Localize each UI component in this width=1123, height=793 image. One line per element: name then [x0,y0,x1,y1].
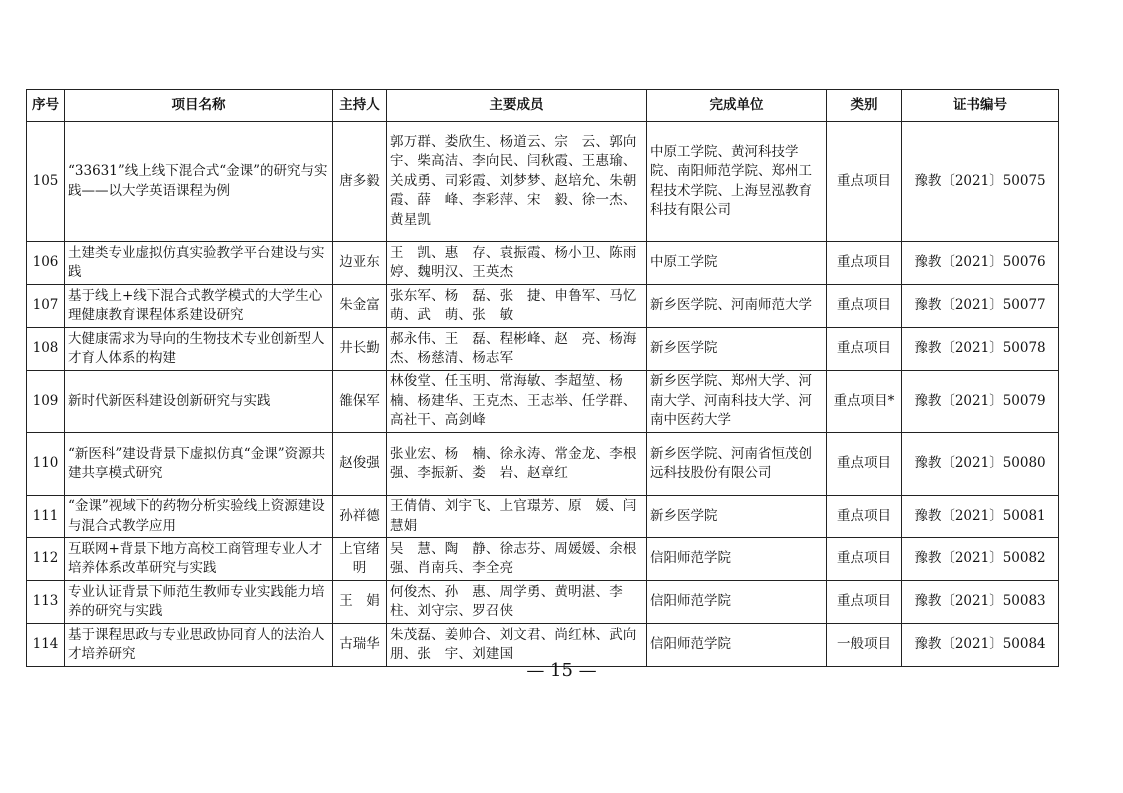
table-row [27,242,1059,285]
table-row [27,328,1059,371]
cell-category: 重点项目 [827,285,902,328]
cell-host: 王 娟 [333,581,387,624]
cell-unit: 新乡医学院、河南师范大学 [647,285,827,328]
cell-project-name: 互联网+背景下地方高校工商管理专业人才培养体系改革研究与实践 [65,538,333,581]
header-host: 主持人 [333,90,387,122]
project-table [26,89,1059,667]
cell-project-name: “33631”线上线下混合式“金课”的研究与实践——以大学英语课程为例 [65,122,333,242]
header-unit: 完成单位 [647,90,827,122]
cell-unit: 新乡医学院 [647,328,827,371]
cell-members: 林俊堂、任玉明、常海敏、李超堃、杨 楠、杨建华、王克杰、王志举、任学群、高社干、高剑峰 [387,371,647,433]
cell-no: 107 [27,285,65,328]
page-number: — 15 — [526,660,597,681]
cell-host: 朱金富 [333,285,387,328]
cell-category: 重点项目 [827,242,902,285]
cell-category: 一般项目 [827,624,902,667]
header-category: 类别 [827,90,902,122]
cell-no: 113 [27,581,65,624]
cell-unit: 信阳师范学院 [647,624,827,667]
table-row [27,285,1059,328]
cell-project-name: 大健康需求为导向的生物技术专业创新型人才育人体系的构建 [65,328,333,371]
header-row [27,90,1059,122]
cell-cert-no: 豫教〔2021〕50076 [902,242,1059,285]
cell-project-name: 基于线上+线下混合式教学模式的大学生心理健康教育课程体系建设研究 [65,285,333,328]
table-row [27,581,1059,624]
cell-no: 109 [27,371,65,433]
cell-members: 王 凯、惠 存、袁振霞、杨小卫、陈雨婷、魏明汉、王英杰 [387,242,647,285]
header-cert-no: 证书编号 [902,90,1059,122]
cell-category: 重点项目 [827,538,902,581]
cell-unit: 新乡医学院、郑州大学、河南大学、河南科技大学、河南中医药大学 [647,371,827,433]
cell-members: 郭万群、娄欣生、杨道云、宗 云、郭向宇、柴高洁、李向民、闫秋霞、王惠瑜、关成勇、司彩霞、刘梦梦、赵培允、朱朝霞、薛 峰、李彩萍、宋 毅、徐一杰、黄星凯 [387,122,647,242]
table-row [27,538,1059,581]
cell-unit: 新乡医学院 [647,496,827,538]
cell-no: 110 [27,433,65,496]
cell-cert-no: 豫教〔2021〕50079 [902,371,1059,433]
cell-project-name: “金课”视域下的药物分析实验线上资源建设与混合式教学应用 [65,496,333,538]
cell-project-name: 专业认证背景下师范生教师专业实践能力培养的研究与实践 [65,581,333,624]
table-row [27,496,1059,538]
cell-no: 114 [27,624,65,667]
cell-no: 111 [27,496,65,538]
cell-host: 赵俊强 [333,433,387,496]
cell-unit: 新乡医学院、河南省恒茂创远科技股份有限公司 [647,433,827,496]
cell-host: 孙祥德 [333,496,387,538]
cell-no: 112 [27,538,65,581]
cell-cert-no: 豫教〔2021〕50082 [902,538,1059,581]
cell-cert-no: 豫教〔2021〕50077 [902,285,1059,328]
cell-cert-no: 豫教〔2021〕50078 [902,328,1059,371]
cell-host: 唐多毅 [333,122,387,242]
cell-cert-no: 豫教〔2021〕50081 [902,496,1059,538]
cell-project-name: 新时代新医科建设创新研究与实践 [65,371,333,433]
cell-members: 张东军、杨 磊、张 捷、申鲁军、马忆萌、武 萌、张 敏 [387,285,647,328]
cell-project-name: 基于课程思政与专业思政协同育人的法治人才培养研究 [65,624,333,667]
table-row [27,371,1059,433]
table-row [27,433,1059,496]
cell-host: 古瑞华 [333,624,387,667]
cell-members: 何俊杰、孙 惠、周学勇、黄明湛、李 柱、刘守宗、罗召侠 [387,581,647,624]
cell-category: 重点项目 [827,433,902,496]
cell-members: 朱茂磊、姜帅合、刘文君、尚红林、武向朋、张 宇、刘建国 [387,624,647,667]
cell-unit: 中原工学院 [647,242,827,285]
cell-host: 上官绪明 [333,538,387,581]
cell-no: 108 [27,328,65,371]
cell-no: 105 [27,122,65,242]
cell-host: 雒保军 [333,371,387,433]
cell-cert-no: 豫教〔2021〕50075 [902,122,1059,242]
cell-category: 重点项目 [827,496,902,538]
table-row [27,122,1059,242]
cell-host: 井长勤 [333,328,387,371]
cell-unit: 信阳师范学院 [647,538,827,581]
header-no: 序号 [27,90,65,122]
cell-category: 重点项目 [827,122,902,242]
cell-host: 边亚东 [333,242,387,285]
cell-cert-no: 豫教〔2021〕50084 [902,624,1059,667]
cell-unit: 中原工学院、黄河科技学院、南阳师范学院、郑州工程技术学院、上海昱泓教育科技有限公司 [647,122,827,242]
header-project-name: 项目名称 [65,90,333,122]
cell-unit: 信阳师范学院 [647,581,827,624]
cell-no: 106 [27,242,65,285]
cell-category: 重点项目 [827,328,902,371]
cell-members: 王倩倩、刘宇飞、上官璟芳、原 媛、闫慧娟 [387,496,647,538]
cell-cert-no: 豫教〔2021〕50083 [902,581,1059,624]
cell-members: 郝永伟、王 磊、程彬峰、赵 亮、杨海杰、杨慈清、杨志军 [387,328,647,371]
cell-cert-no: 豫教〔2021〕50080 [902,433,1059,496]
header-members: 主要成员 [387,90,647,122]
cell-project-name: 土建类专业虚拟仿真实验教学平台建设与实践 [65,242,333,285]
cell-project-name: “新医科”建设背景下虚拟仿真“金课”资源共建共享模式研究 [65,433,333,496]
cell-category: 重点项目 [827,581,902,624]
cell-members: 吴 慧、陶 静、徐志芬、周媛媛、余根强、肖南兵、李全亮 [387,538,647,581]
cell-category: 重点项目* [827,371,902,433]
cell-members: 张业宏、杨 楠、徐永涛、常金龙、李根强、李振新、娄 岩、赵章红 [387,433,647,496]
